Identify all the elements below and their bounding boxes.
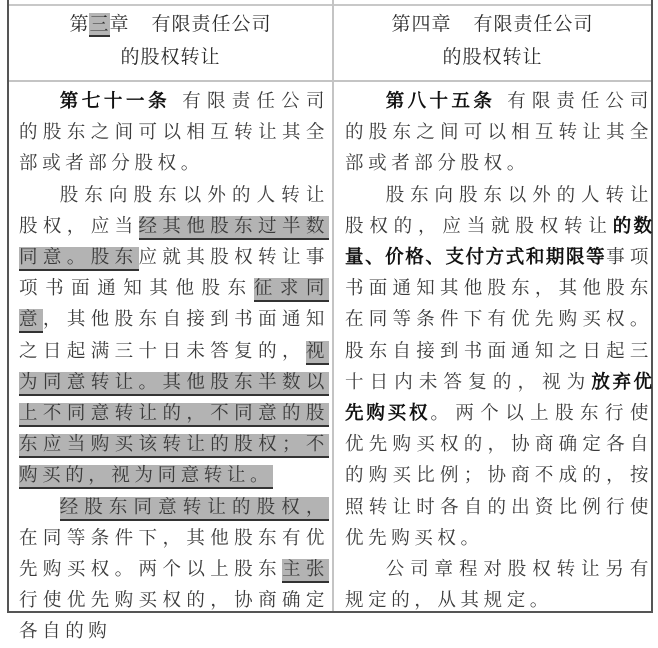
- right-paragraph-1: [345, 86, 653, 180]
- heading-text: 章: [109, 13, 130, 35]
- left-column-heading: [9, 8, 332, 80]
- left-heading-line1: [9, 8, 332, 41]
- left-column-body: [19, 86, 329, 648]
- paragraph-text: 股东向股东以外的人转让股权，应当: [19, 184, 329, 237]
- right-heading-line1: [334, 8, 651, 41]
- bold-amendment-text: 放弃优先购买权: [345, 371, 653, 425]
- comparison-table: [7, 0, 653, 643]
- paragraph-text: 事项书面通知其他股东，其他股东在同等条件下有优先购买权。股东自接到书面通知之日起三十日内未答复的，视为: [345, 247, 653, 393]
- highlighted-text: 征求同意: [19, 278, 329, 333]
- paragraph-text: 应就其股权转让事项书面通知其他股东: [19, 247, 329, 300]
- right-heading-line2: 的股权转让: [442, 46, 543, 68]
- paragraph-text: 行使优先购买权的，协商确定各自的购: [19, 590, 329, 643]
- paragraph-text: 有限责任公司的股东之间可以相互转让其全部或者部分股权。: [19, 91, 329, 175]
- paragraph-text: 有限责任公司的股东之间可以相互转让其全部或者部分股权。: [345, 91, 653, 175]
- left-heading-line2: 的股权转让: [120, 46, 221, 68]
- highlighted-chapter-number: 三: [89, 13, 110, 35]
- bold-amendment-text: 的数量、价格、支付方式和期限等: [345, 215, 653, 269]
- paragraph-text: 股东向股东以外的人转让股权的，应当就股权转让: [345, 184, 653, 237]
- column-divider: [332, 0, 334, 611]
- heading-chapter: 第四章: [391, 13, 452, 35]
- left-paragraph-1: [19, 86, 329, 180]
- article-number: 第七十一条: [59, 91, 171, 112]
- highlighted-text: 经其他股东过半数同意。股东: [19, 216, 329, 271]
- top-rule: [9, 4, 651, 6]
- highlighted-text: 经股东同意转让的股权，: [60, 497, 329, 521]
- header-rule: [9, 80, 651, 82]
- paragraph-text: ，其他股东自接到书面通知之日起满三十日未答复的，: [19, 309, 330, 362]
- right-column-body: [345, 86, 653, 616]
- paragraph-text: 。两个以上股东行使优先购买权的，协商确定各自的购买比例；协商不成的，按照转让时各自的出资比例行使优先购买权。: [345, 403, 653, 549]
- heading-title: 有限责任公司: [473, 13, 594, 35]
- right-paragraph-2: [345, 180, 653, 554]
- paragraph-text: 在同等条件下，其他股东有优先购买权。两个以上股东: [19, 527, 329, 581]
- right-column-heading: [334, 8, 651, 80]
- left-paragraph-2: [19, 180, 329, 492]
- heading-text: 第: [69, 13, 90, 35]
- right-paragraph-3: 公司章程对股权转让另有规定的，从其规定。: [345, 559, 653, 612]
- article-number: 第八十五条: [385, 91, 496, 112]
- heading-title: 有限责任公司: [151, 13, 272, 35]
- left-paragraph-3: [19, 492, 329, 648]
- highlighted-text: 主张: [282, 559, 329, 583]
- highlighted-text: 视为同意转让。其他股东半数以上不同意转让的，不同意的股东应当购买该转让的股权；不购买的，视为同意转让。: [19, 341, 329, 490]
